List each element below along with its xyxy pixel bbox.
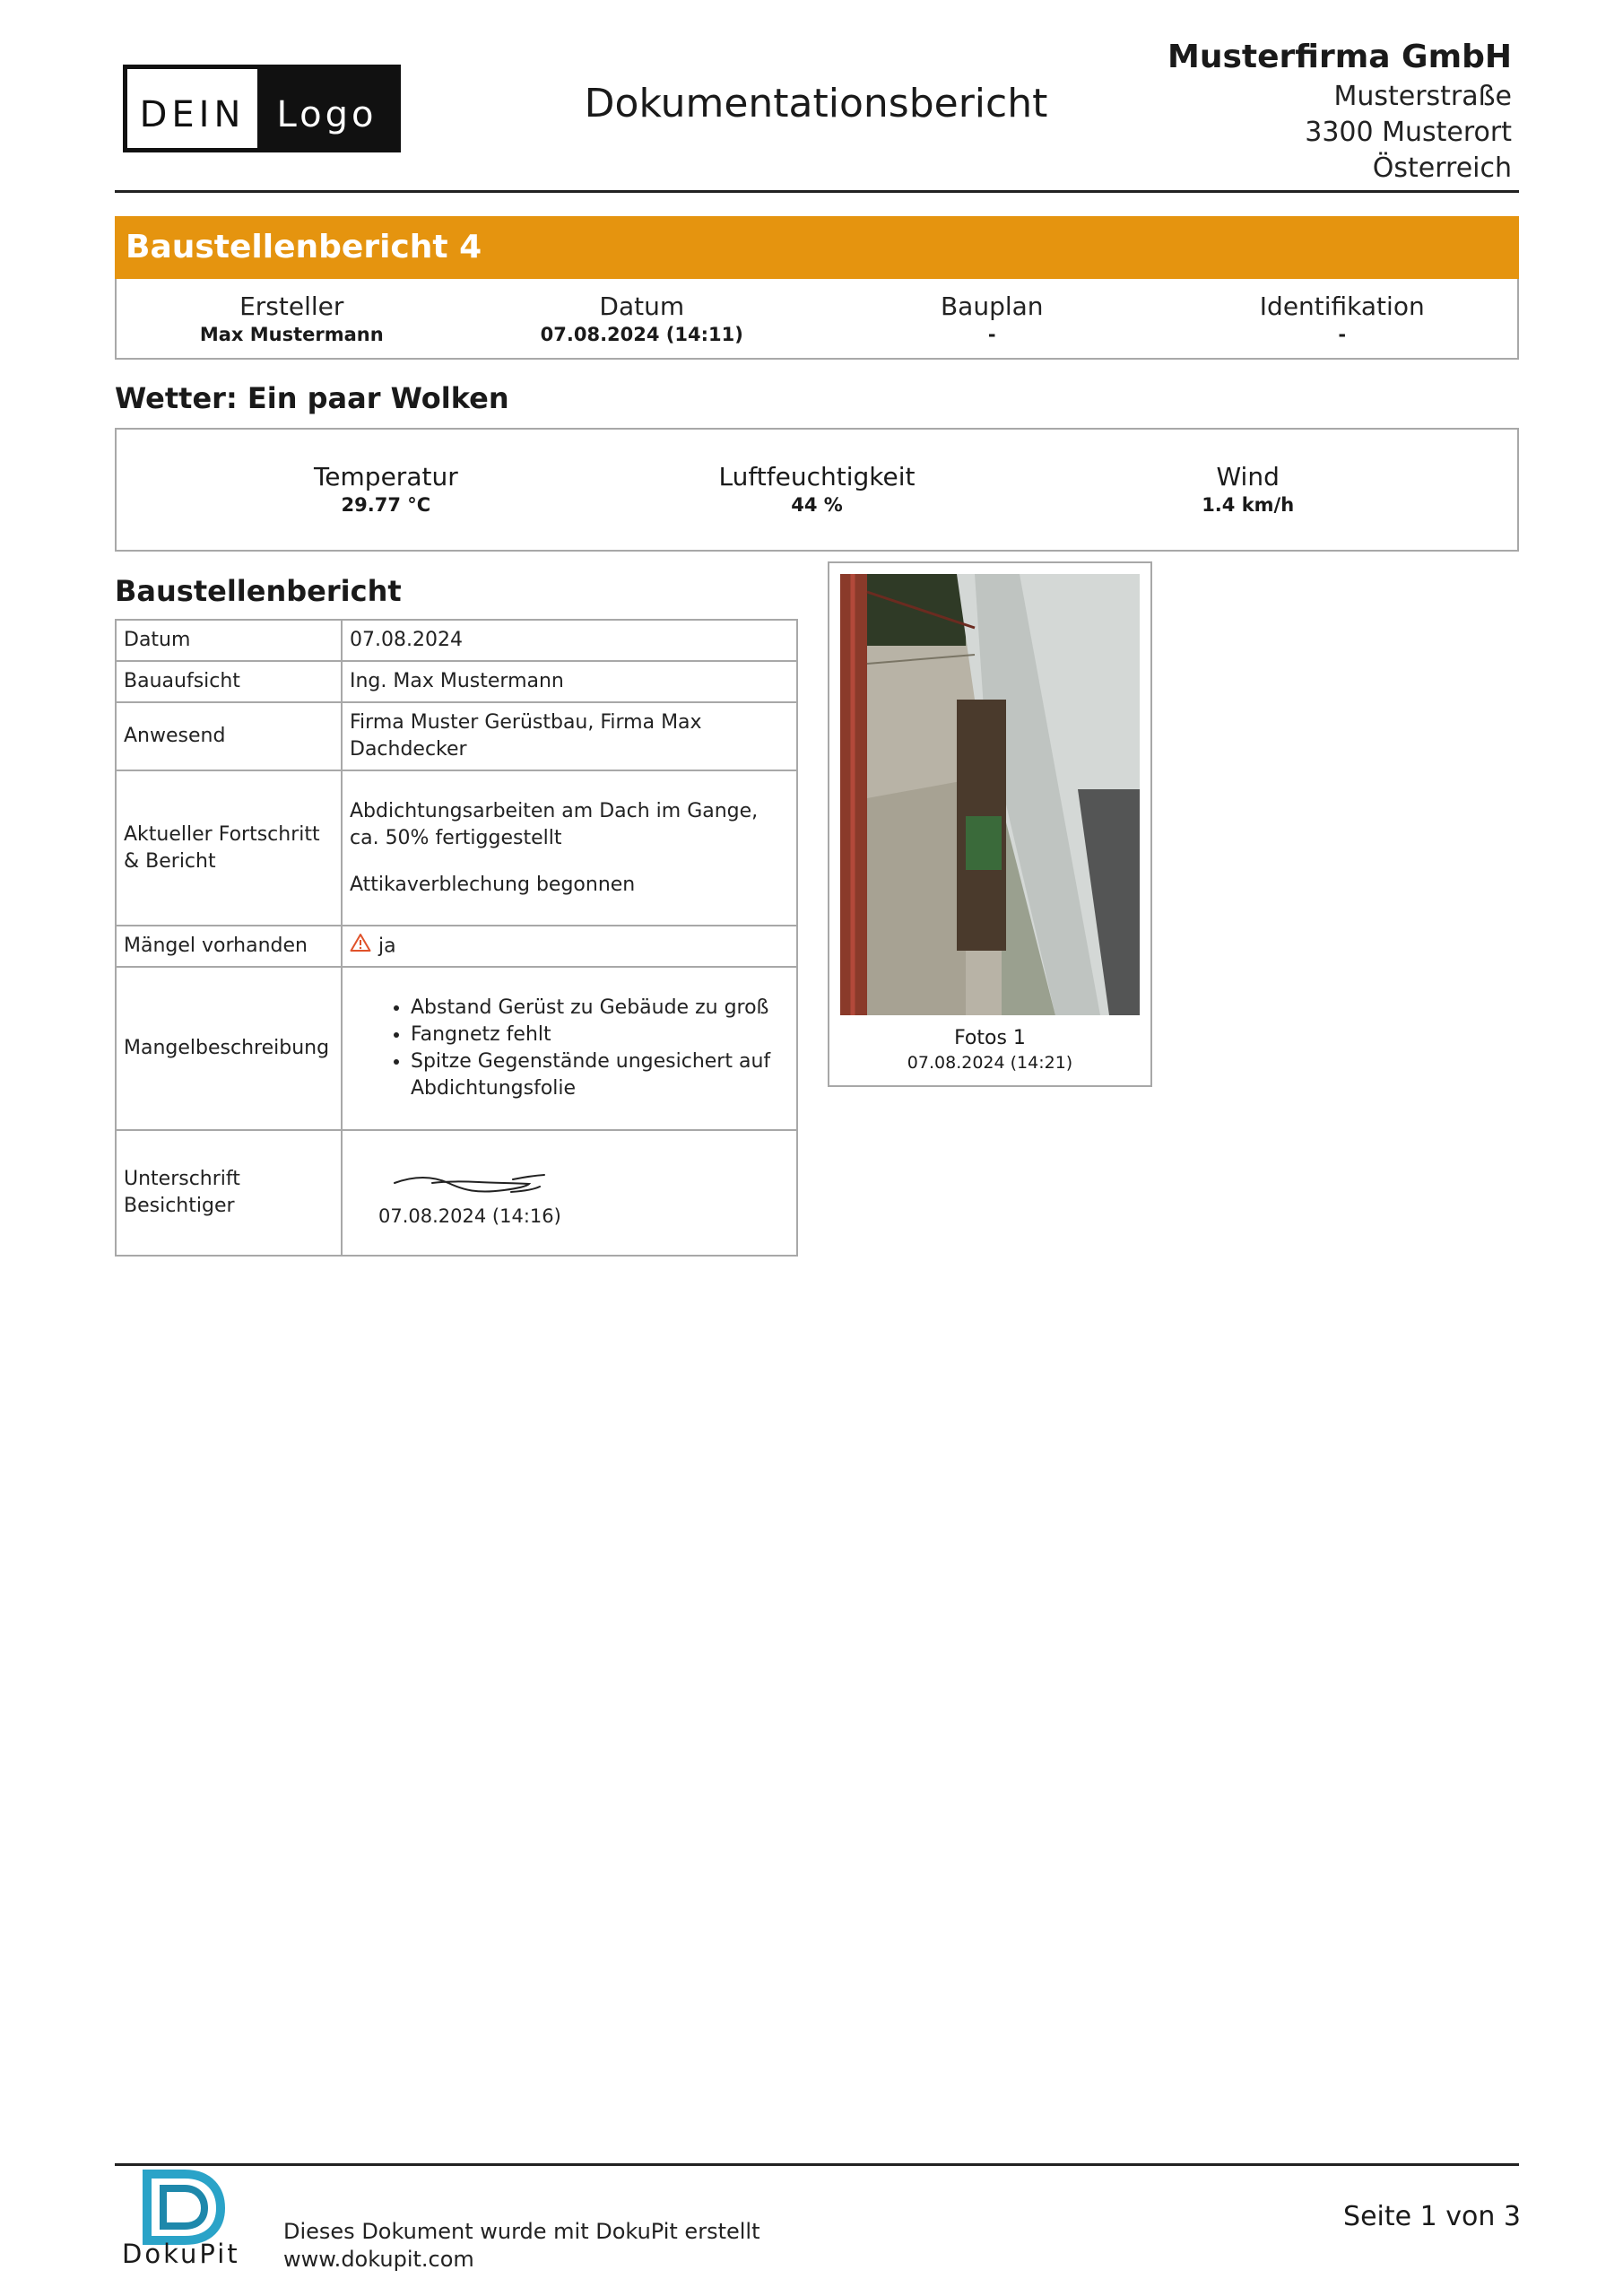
list-item: • Fangnetz fehlt <box>411 1022 789 1048</box>
list-item: • Abstand Gerüst zu Gebäude zu groß <box>411 995 789 1022</box>
warning-icon <box>350 933 371 961</box>
table-row <box>116 661 797 702</box>
row-key: Bauaufsicht <box>116 661 342 702</box>
meta-bauplan <box>817 279 1167 358</box>
weather-value: 1.4 km/h <box>1202 494 1295 516</box>
site-report-table <box>115 619 798 1257</box>
company-address <box>1167 36 1512 187</box>
logo-word-logo: Logo <box>257 69 396 148</box>
weather-label: Luftfeuchtigkeit <box>718 462 916 491</box>
footer-text <box>283 2218 760 2274</box>
dokupit-wordmark: DokuPit <box>122 2239 240 2269</box>
footer-link[interactable]: www.dokupit.com <box>283 2247 474 2272</box>
weather-temperature <box>170 430 602 550</box>
footer-divider <box>115 2163 1519 2166</box>
row-key: Aktueller Fortschritt & Bericht <box>116 770 342 926</box>
signature-date: 07.08.2024 (14:16) <box>378 1205 561 1227</box>
report-meta <box>115 279 1519 360</box>
row-key: Mängel vorhanden <box>116 926 342 967</box>
photo-title: Fotos 1 <box>954 1027 1026 1049</box>
row-key: Mangelbeschreibung <box>116 967 342 1130</box>
company-street: Musterstraße <box>1333 81 1512 112</box>
row-value: 07.08.2024 <box>342 620 797 661</box>
header-divider <box>115 190 1519 193</box>
photo-card <box>828 561 1152 1087</box>
document-title: Dokumentationsbericht <box>584 81 1048 126</box>
weather-title: Wetter: Ein paar Wolken <box>115 381 509 415</box>
meta-identifikation <box>1167 279 1518 358</box>
weather-value: 29.77 °C <box>341 494 431 516</box>
company-country: Österreich <box>1372 152 1512 184</box>
table-row <box>116 620 797 661</box>
progress-paragraph: Attikaverblechung begonnen <box>350 873 636 896</box>
weather-value: 44 % <box>791 494 843 516</box>
row-value: Firma Muster Gerüstbau, Firma Max Dachdecker <box>342 702 797 770</box>
row-value <box>342 967 797 1130</box>
signature <box>378 1156 789 1203</box>
logo-word-dein: DEIN <box>139 94 246 135</box>
row-value <box>342 926 797 967</box>
photo-date: 07.08.2024 (14:21) <box>907 1053 1073 1073</box>
table-row <box>116 702 797 770</box>
weather-wind <box>1032 430 1463 550</box>
table-row <box>116 967 797 1130</box>
row-value <box>342 1130 797 1256</box>
report-banner: Baustellenbericht 4 <box>115 216 1519 279</box>
meta-value: 07.08.2024 (14:11) <box>540 324 743 345</box>
meta-label: Bauplan <box>940 291 1044 321</box>
meta-ersteller <box>117 279 467 358</box>
company-city: 3300 Musterort <box>1305 117 1512 148</box>
row-value <box>342 770 797 926</box>
company-logo <box>123 65 401 152</box>
meta-label: Ersteller <box>239 291 344 321</box>
table-row <box>116 1130 797 1256</box>
table-row <box>116 770 797 926</box>
meta-value: - <box>987 324 996 345</box>
meta-value: - <box>1338 324 1347 345</box>
page-number: Seite 1 von 3 <box>1343 2201 1521 2232</box>
row-key: Datum <box>116 620 342 661</box>
weather-label: Temperatur <box>313 462 458 491</box>
row-key: Anwesend <box>116 702 342 770</box>
weather-label: Wind <box>1216 462 1280 491</box>
row-key: Unterschrift Besichtiger <box>116 1130 342 1256</box>
site-report-title: Baustellenbericht <box>115 574 402 608</box>
meta-label: Identifikation <box>1259 291 1425 321</box>
footer-line: Dieses Dokument wurde mit DokuPit erstellt <box>283 2219 760 2244</box>
site-photo[interactable] <box>840 574 1140 1015</box>
list-item: • Spitze Gegenstände ungesichert auf Abdichtungsfolie <box>411 1048 789 1102</box>
meta-value: Max Mustermann <box>199 324 384 345</box>
weather-box <box>115 428 1519 552</box>
table-row <box>116 926 797 967</box>
meta-label: Datum <box>599 291 685 321</box>
meta-datum <box>467 279 818 358</box>
row-value: Ing. Max Mustermann <box>342 661 797 702</box>
photo-caption <box>829 1026 1150 1074</box>
progress-paragraph: Abdichtungsarbeiten am Dach im Gange, ca. 50% fertiggestellt <box>350 799 759 849</box>
defect-list <box>350 995 789 1102</box>
company-name: Musterfirma GmbH <box>1167 39 1512 75</box>
weather-humidity <box>602 430 1033 550</box>
defects-present-value: ja <box>378 935 396 957</box>
